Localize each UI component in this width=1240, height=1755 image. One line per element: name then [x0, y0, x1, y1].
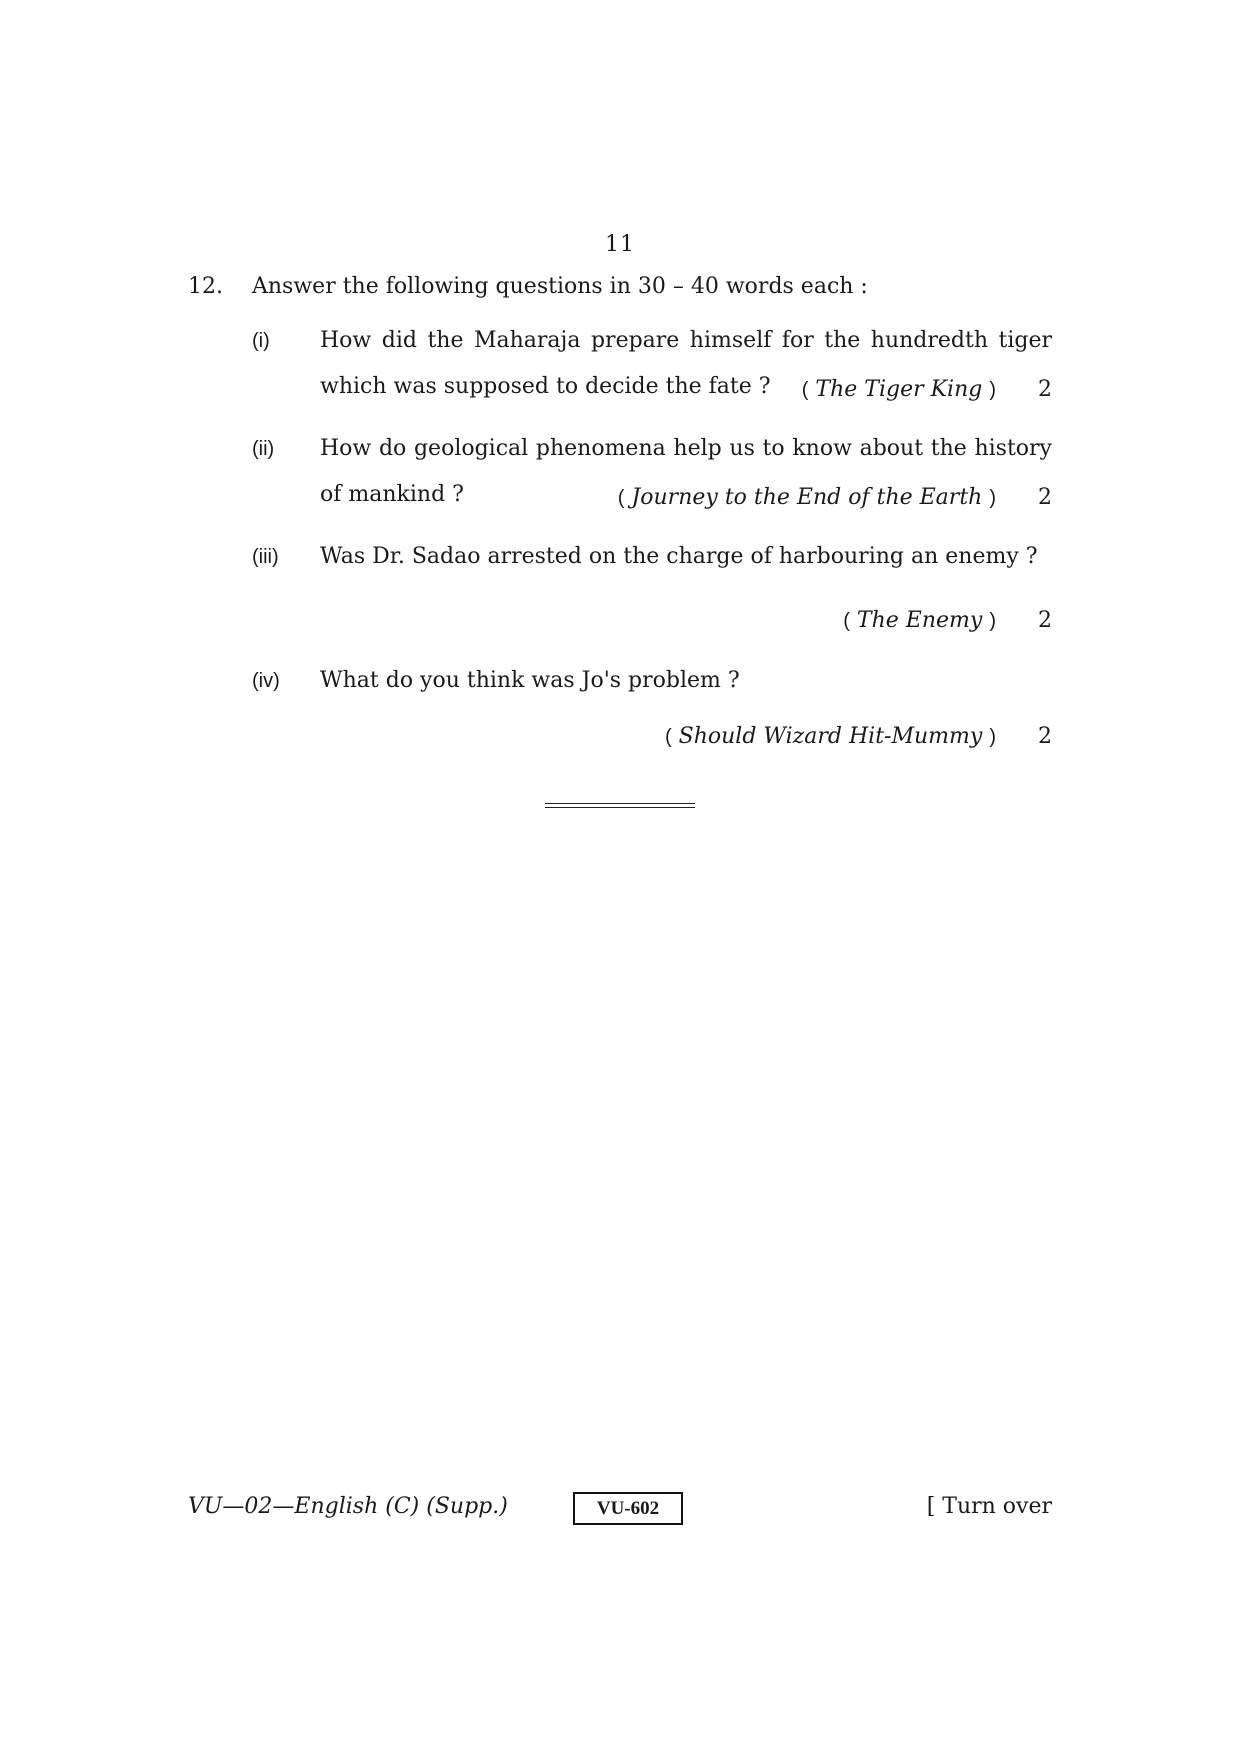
item-source-line: [320, 608, 1052, 638]
footer-box-code: VU-602: [573, 1492, 683, 1525]
page-number: 11: [605, 232, 635, 257]
item-source-line: [320, 724, 1052, 754]
item-line-2: of mankind ?: [320, 482, 464, 507]
source-title: Should Wizard Hit-Mummy: [678, 724, 983, 749]
marks: 2: [1038, 608, 1052, 633]
item-line-1: How do geological phenomena help us to know about the history: [320, 436, 1052, 461]
item-text: [320, 534, 1052, 580]
item-source-line: [320, 377, 1052, 407]
item-numeral: (ii): [252, 438, 275, 460]
footer-turn-over: [ Turn over: [926, 1494, 1052, 1519]
marks: 2: [1038, 724, 1052, 749]
item-line-2: which was supposed to decide the fate ?: [320, 374, 771, 399]
item-text: [320, 658, 1052, 704]
item-numeral: (iii): [252, 546, 279, 568]
footer-paper-code: VU—02—English (C) (Supp.): [188, 1494, 508, 1519]
marks: 2: [1038, 485, 1052, 510]
question-instruction: Answer the following questions in 30 – 40 words each :: [252, 274, 868, 299]
source-reference: ( The Tiger King ): [801, 377, 996, 402]
marks: 2: [1038, 377, 1052, 402]
item-line-1: What do you think was Jo's problem ?: [320, 668, 740, 693]
source-reference: ( The Enemy ): [843, 608, 996, 633]
item-numeral: (i): [252, 330, 270, 352]
item-source-line: [320, 485, 1052, 515]
source-reference: ( Should Wizard Hit-Mummy ): [664, 724, 996, 749]
source-title: The Enemy: [856, 608, 983, 633]
question-heading: [188, 274, 868, 299]
question-number: 12.: [188, 274, 223, 299]
source-reference: ( Journey to the End of the Earth ): [617, 485, 996, 510]
end-double-rule: [545, 803, 695, 808]
item-numeral: (iv): [252, 670, 280, 692]
item-line-1: Was Dr. Sadao arrested on the charge of harbouring an enemy ?: [320, 544, 1038, 569]
source-title: The Tiger King: [815, 377, 983, 402]
item-line-1: How did the Maharaja prepare himself for the hundredth tiger: [320, 328, 1052, 353]
source-title: Journey to the End of the Earth: [631, 485, 983, 510]
